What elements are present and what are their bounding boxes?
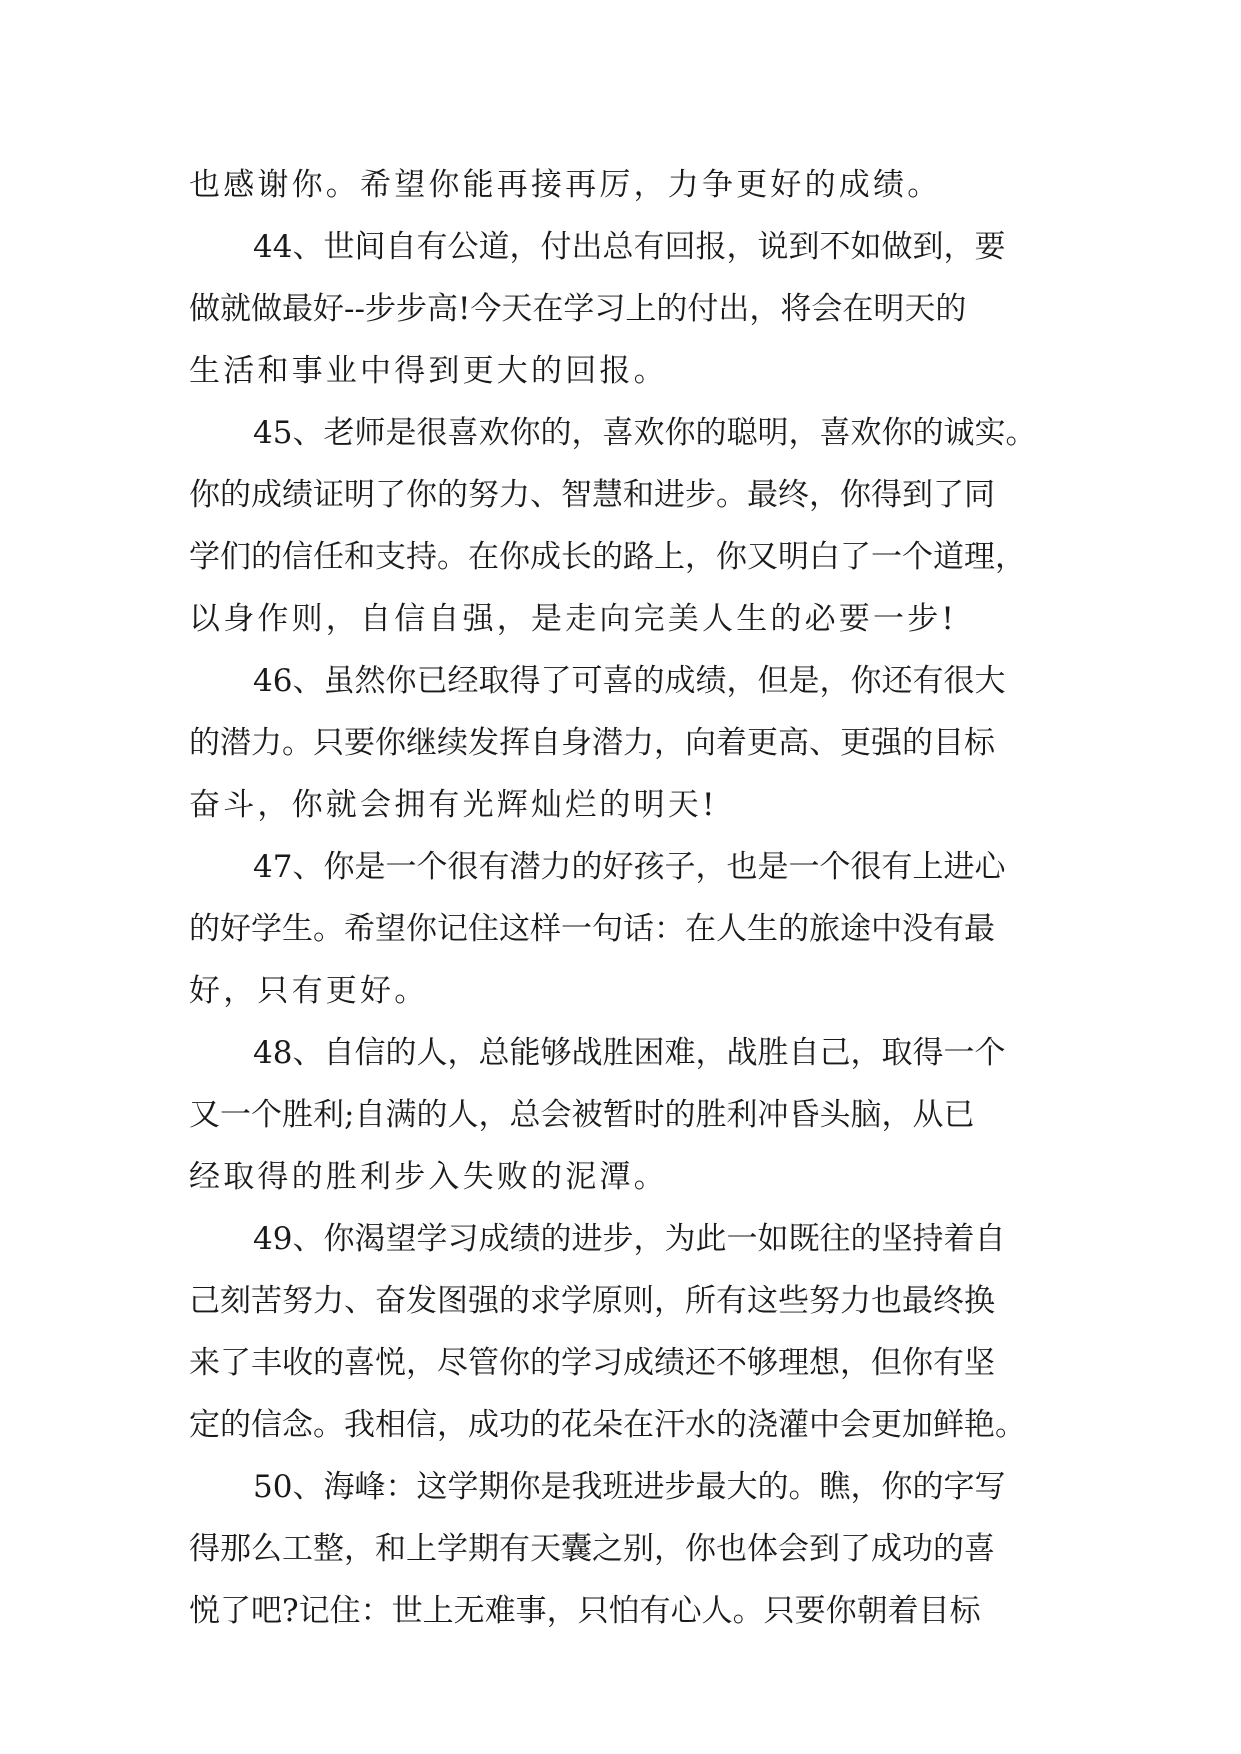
text-line: 定的信念。我相信，成功的花朵在汗水的浇灌中会更加鲜艳。	[189, 1407, 1026, 1443]
text-line: 也感谢你。希望你能再接再厉，力争更好的成绩。	[189, 167, 942, 203]
text-line: 奋斗，你就会拥有光辉灿烂的明天!	[189, 787, 718, 823]
text-line: 做就做最好--步步高!今天在学习上的付出，将会在明天的	[189, 291, 967, 327]
text-line: 生活和事业中得到更大的回报。	[189, 353, 668, 389]
document-body	[189, 154, 1049, 1642]
text-line: 又一个胜利;自满的人，总会被暂时的胜利冲昏头脑，从已	[189, 1097, 975, 1133]
text-line: 悦了吧?记住：世上无难事，只怕有心人。只要你朝着目标	[189, 1593, 981, 1629]
text-line: 己刻苦努力、奋发图强的求学原则，所有这些努力也最终换	[189, 1283, 995, 1319]
paragraph-first-line: 49、你渴望学习成绩的进步，为此一如既往的坚持着自	[253, 1221, 1006, 1257]
paragraph-first-line: 46、虽然你已经取得了可喜的成绩，但是，你还有很大	[253, 663, 1006, 699]
text-line: 以身作则，自信自强，是走向完美人生的必要一步!	[189, 601, 958, 637]
text-line: 的潜力。只要你继续发挥自身潜力，向着更高、更强的目标	[189, 725, 995, 761]
text-line: 你的成绩证明了你的努力、智慧和进步。最终，你得到了同	[189, 477, 995, 513]
paragraph-first-line: 50、海峰：这学期你是我班进步最大的。瞧，你的字写	[253, 1469, 1006, 1505]
text-line: 好，只有更好。	[189, 973, 429, 1009]
text-line: 来了丰收的喜悦，尽管你的学习成绩还不够理想，但你有坚	[189, 1345, 995, 1381]
paragraph-first-line: 45、老师是很喜欢你的，喜欢你的聪明，喜欢你的诚实。	[253, 415, 1037, 451]
text-line: 得那么工整，和上学期有天囊之别，你也体会到了成功的喜	[189, 1531, 995, 1567]
paragraph-first-line: 47、你是一个很有潜力的好孩子，也是一个很有上进心	[253, 849, 1006, 885]
text-line: 经取得的胜利步入失败的泥潭。	[189, 1159, 668, 1195]
text-line: 学们的信任和支持。在你成长的路上，你又明白了一个道理，	[189, 539, 1026, 575]
paragraph-first-line: 48、自信的人，总能够战胜困难，战胜自己，取得一个	[253, 1035, 1006, 1071]
paragraph-first-line: 44、世间自有公道，付出总有回报，说到不如做到，要	[253, 229, 1006, 265]
text-line: 的好学生。希望你记住这样一句话：在人生的旅途中没有最	[189, 911, 995, 947]
